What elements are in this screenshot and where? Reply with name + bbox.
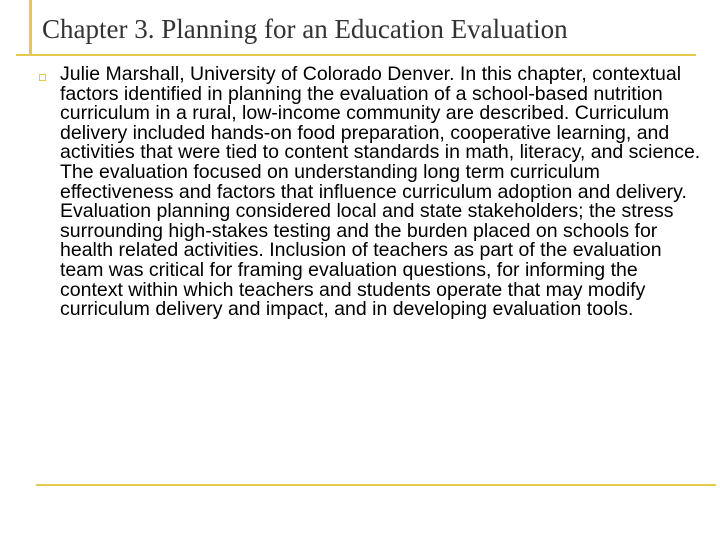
title-underline-rule bbox=[16, 54, 696, 56]
bullet-square-icon bbox=[39, 74, 46, 81]
footer-rule bbox=[36, 484, 716, 486]
bullet-text: Julie Marshall, University of Colorado Denver. In this chapter, contextual factors identified in planning the evaluation of a school-based nutrition curriculum in a rural, low-income community are described. Curriculum delivery included hands-on food preparation, cooperative learning, and activities that were tied to content standards in math, literacy, and science. The evaluation focused on understanding long term curriculum effectiveness and factors that influence curriculum adoption and delivery. Evaluation planning considered local and state stakeholders; the stress surrounding high-stakes testing and the burden placed on schools for health related activities. Inclusion of teachers as part of the evaluation team was critical for framing evaluation questions, for informing the context within which teachers and students operate that may modify curriculum delivery and impact, and in developing evaluation tools. bbox=[60, 63, 701, 321]
title-accent-vertical-rule bbox=[29, 0, 32, 55]
slide-title: Chapter 3. Planning for an Education Evaluation bbox=[42, 14, 568, 44]
